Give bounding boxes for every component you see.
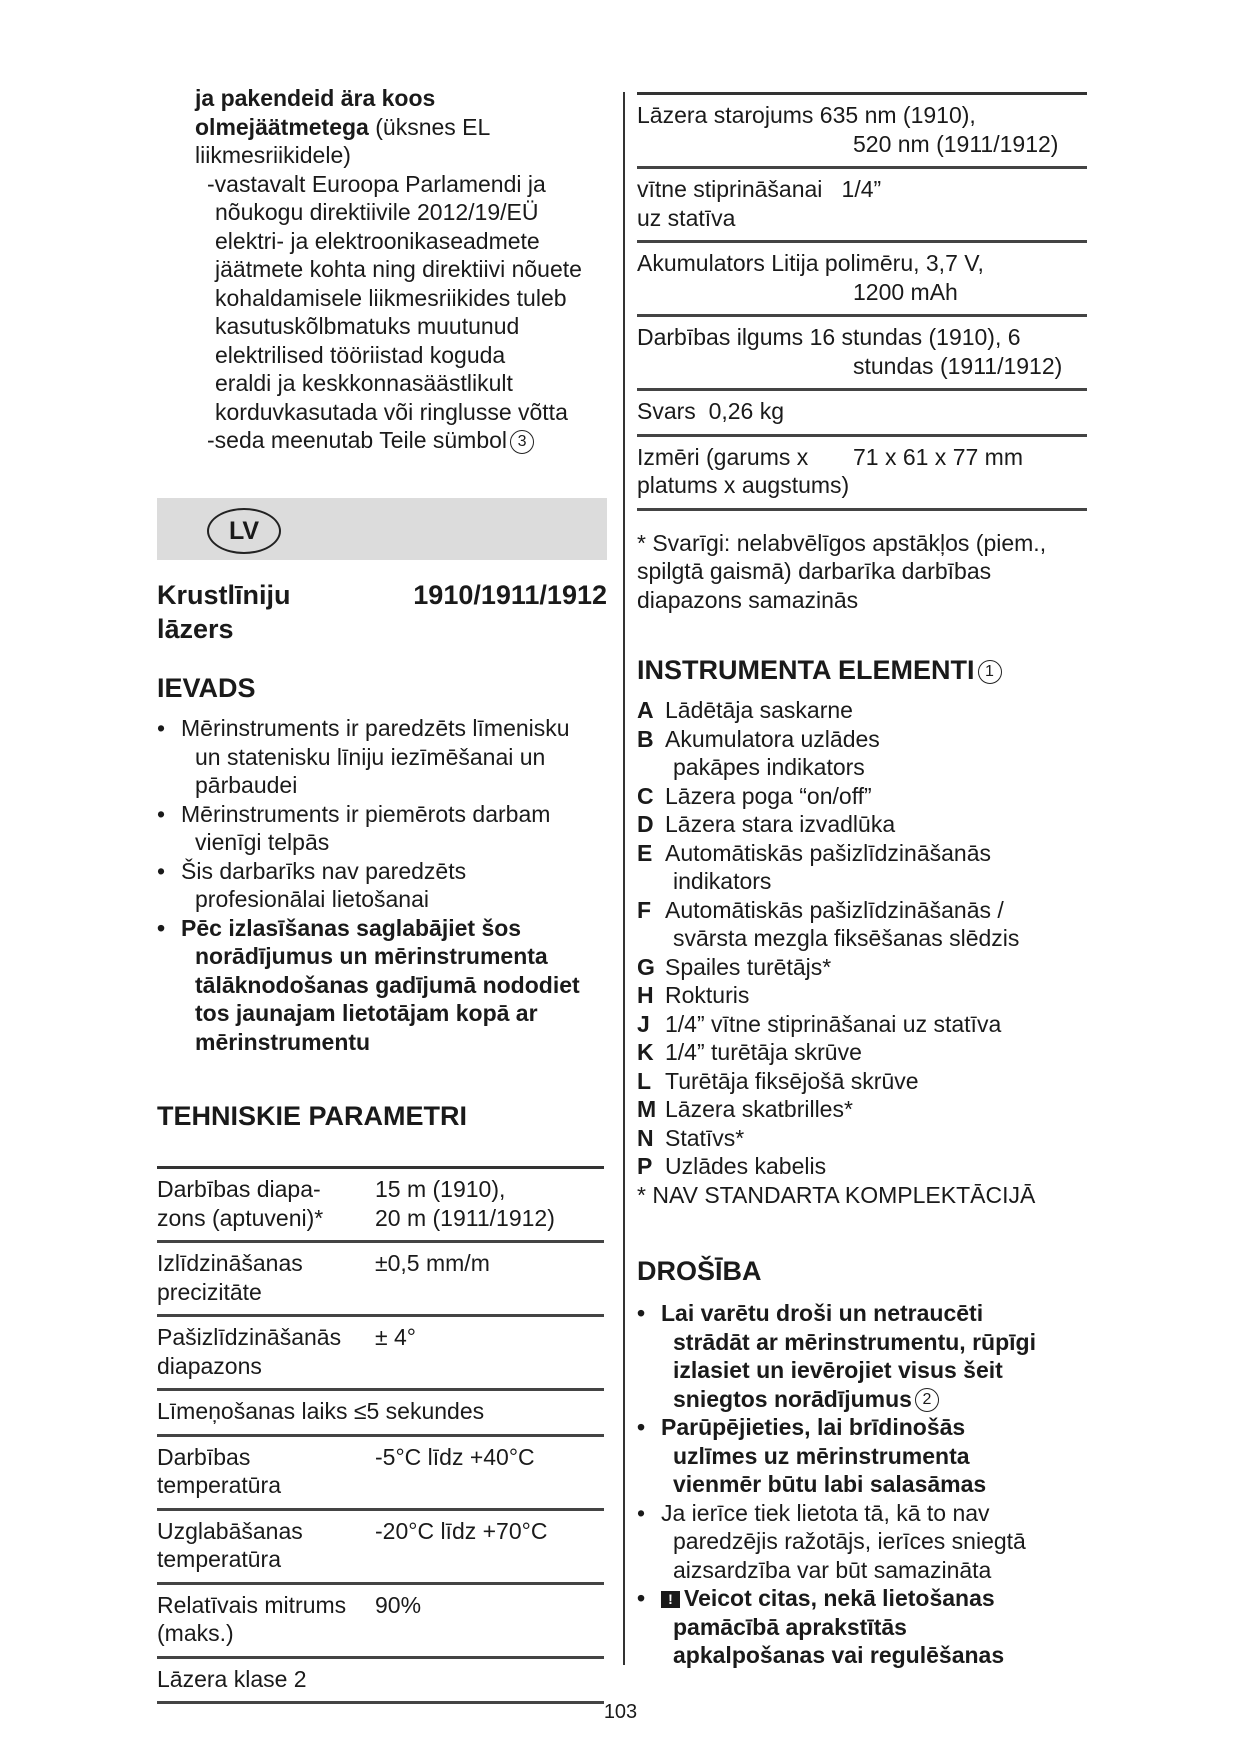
language-badge: LV <box>207 508 281 554</box>
disposal-line: -seda meenutab Teile sümbol 3 <box>207 426 612 455</box>
elements-list <box>637 696 1087 1209</box>
element-item: C Lāzera poga “on/off” <box>637 782 872 809</box>
intro-section <box>157 672 617 1056</box>
safety-bullet: • Ja ierīce tiek lietota tā, kā to nav paredzējis ražotājs, ierīces sniegtā aizsardzība var būt samazināta <box>637 1499 1026 1583</box>
spec-row: Izlīdzināšanas precizitāte ±0,5 mm/m <box>157 1243 604 1317</box>
disposal-line: elektri- ja elektroonikaseadmete <box>215 227 540 254</box>
right-spec-row: Akumulators Litija polimēru, 3,7 V, 1200 mAh <box>637 243 1087 317</box>
spec-table <box>157 1166 604 1704</box>
tech-section <box>157 1100 604 1704</box>
safety-list <box>637 1299 1087 1670</box>
warning-icon: ! <box>661 1591 680 1608</box>
intro-heading: IEVADS <box>157 673 256 703</box>
product-title <box>157 578 607 646</box>
safety-heading: DROŠĪBA <box>637 1256 762 1286</box>
element-item: D Lāzera stara izvadlūka <box>637 811 896 837</box>
spec-row: Līmeņošanas laiks ≤5 sekundes <box>157 1391 604 1437</box>
range-note: * Svarīgi: nelabvēlīgos apstākļos (piem., spilgtā gaismā) darbarīka darbības diapazons samazinās <box>637 529 1047 613</box>
right-spec-table <box>637 92 1087 511</box>
disposal-line: jäätmete kohta ning direktiivi nõuete <box>215 256 582 282</box>
intro-bullet: • Mērinstruments ir piemērots darbam vienīgi telpās <box>157 800 551 855</box>
product-name-line: Krustlīniju <box>157 580 291 610</box>
safety-bullet: • ! Veicot citas, nekā lietošanas pamācībā aprakstītās apkalpošanas vai regulēšanas <box>637 1585 1005 1668</box>
column-divider <box>623 92 625 1665</box>
right-column <box>637 92 1087 1670</box>
element-item: J 1/4” vītne stiprināšanai uz statīva <box>637 1010 1002 1037</box>
spec-row: Lāzera klase 2 <box>157 1659 604 1705</box>
right-spec-row: Darbības ilgums 16 stundas (1910), 6 stundas (1911/1912) <box>637 317 1087 391</box>
elements-footnote: * NAV STANDARTA KOMPLEKTĀCIJĀ <box>637 1181 1036 1208</box>
symbol-1-icon: 1 <box>978 660 1002 684</box>
intro-bullet: • Šis darbarīks nav paredzēts profesionālai lietošanai <box>157 857 467 912</box>
element-item: F Automātiskās pašizlīdzināšanās / svārsta mezgla fiksēšanas slēdzis <box>637 896 1020 951</box>
spec-row: Darbības diapa- zons (aptuveni)* 15 m (1910), 20 m (1911/1912) <box>157 1169 604 1243</box>
element-item: H Rokturis <box>637 982 750 1008</box>
disposal-line: kohaldamisele liikmesriikides tuleb <box>215 284 567 311</box>
symbol-3-icon: 3 <box>510 430 534 454</box>
disposal-line: eraldi ja keskkonnasäästlikult <box>215 370 513 396</box>
safety-bullet: • Lai varētu droši un netraucēti strādāt ar mērinstrumentu, rūpīgi izlasiet un ievērojiet visus šeit sniegtos norādījumus 2 <box>637 1300 1036 1412</box>
disposal-line: olmejäätmetega (üksnes EL <box>195 113 491 140</box>
disposal-text <box>195 84 612 455</box>
element-item: L Turētāja fiksējošā skrūve <box>637 1067 919 1094</box>
spec-row: Pašizlīdzināšanās diapazons ± 4° <box>157 1317 604 1391</box>
product-name-line: lāzers <box>157 614 234 644</box>
element-item: N Statīvs* <box>637 1124 745 1151</box>
element-item: A Lādētāja saskarne <box>637 697 853 723</box>
element-item: B Akumulatora uzlādes pakāpes indikators <box>637 725 880 780</box>
element-item: K 1/4” turētāja skrūve <box>637 1039 862 1065</box>
intro-bullet: • Pēc izlasīšanas saglabājiet šos norādījumus un mērinstrumenta tālāknodošanas gadījumā nododiet tos jaunajam lietotājam kopā ar mērinstrumentu <box>157 914 580 1055</box>
intro-bullet: • Mērinstruments ir paredzēts līmenisku un statenisku līniju iezīmēšanai un pārbaudei <box>157 715 570 798</box>
disposal-line: kasutuskõlbmatuks muutunud <box>215 313 520 339</box>
right-spec-row: Lāzera starojums 635 nm (1910), 520 nm (1911/1912) <box>637 95 1087 169</box>
elements-heading: INSTRUMENTA ELEMENTI 1 <box>637 654 1087 686</box>
element-item: P Uzlādes kabelis <box>637 1153 827 1179</box>
element-item: E Automātiskās pašizlīdzināšanās indikators <box>637 839 991 894</box>
disposal-line: -vastavalt Euroopa Parlamendi ja <box>207 170 546 197</box>
disposal-line: nõukogu direktiivile 2012/19/EÜ <box>215 199 539 225</box>
safety-bullet: • Parūpējieties, lai brīdinošās uzlīmes uz mērinstrumenta vienmēr būtu labi salasāmas <box>637 1414 987 1497</box>
right-spec-row: Izmēri (garums x 71 x 61 x 77 mm platums x augstums) <box>637 437 1087 511</box>
spec-row: Uzglabāšanas temperatūra -20°C līdz +70°C <box>157 1511 604 1585</box>
symbol-2-icon: 2 <box>915 1388 939 1412</box>
right-spec-row: Svars 0,26 kg <box>637 391 1087 437</box>
disposal-line: ja pakendeid ära koos <box>195 85 436 111</box>
spec-row: Relatīvais mitrums (maks.) 90% <box>157 1585 604 1659</box>
page-number: 103 <box>603 1701 638 1723</box>
element-item: G Spailes turētājs* <box>637 953 832 980</box>
disposal-line: liikmesriikidele) <box>195 142 351 168</box>
spec-row: Darbības temperatūra -5°C līdz +40°C <box>157 1437 604 1511</box>
product-model: 1910/1911/1912 <box>413 580 607 610</box>
disposal-line: korduvkasutada või ringlusse võtta <box>215 398 568 425</box>
left-column-top <box>157 84 612 455</box>
tech-heading: TEHNISKIE PARAMETRI <box>157 1101 468 1131</box>
element-item: M Lāzera skatbrilles* <box>637 1096 853 1122</box>
right-spec-row: vītne stiprināšanai 1/4” uz statīva <box>637 169 1087 243</box>
disposal-line: elektrilised tööriistad koguda <box>215 341 506 368</box>
